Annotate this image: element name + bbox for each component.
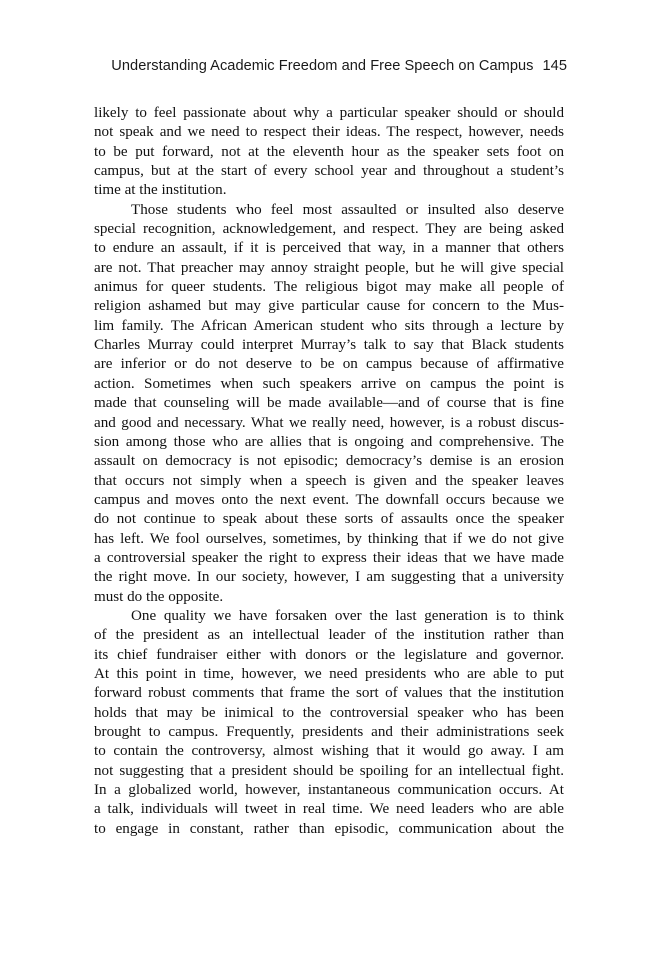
text-line: are not. That preacher may annoy straight people, but he will give special: [94, 259, 564, 276]
text-line: likely to feel passionate about why a particular speaker should or should: [94, 105, 564, 121]
text-line: not speak and we need to respect their ideas. The respect, however, needs: [94, 124, 564, 141]
running-head: [0, 58, 567, 74]
text-line: to engage in constant, rather than episodic, communication about the: [94, 820, 564, 837]
text-line: not suggesting that a president should be spoiling for an intellectual fight.: [94, 762, 564, 779]
text-line: must do the opposite.: [94, 588, 224, 605]
text-line: a controversial speaker the right to express their ideas that we have made: [94, 549, 564, 566]
text-line: Charles Murray could interpret Murray’s talk to say that Black students: [94, 337, 564, 354]
text-line: Those students who feel most assaulted or insulted also deserve: [131, 201, 564, 218]
text-line: the right move. In our society, however, I am suggesting that a university: [94, 569, 564, 586]
text-line: are inferior or do not deserve to be on campus because of affirmative: [94, 356, 564, 373]
paragraph: [94, 201, 564, 607]
text-line: that occurs not simply when a speech is given and the speaker leaves: [94, 472, 564, 489]
text-line: assault on democracy is not episodic; democracy’s demise is an erosion: [94, 453, 564, 470]
body-text: [94, 104, 564, 839]
text-line: to endure an assault, if it is perceived that way, in a manner that others: [94, 240, 564, 257]
text-line: time at the institution.: [94, 182, 227, 199]
paragraph: [94, 104, 564, 201]
text-line: lim family. The African American student who sits through a lecture by: [94, 317, 564, 334]
text-line: brought to campus. Frequently, presidents and their administrations seek: [94, 724, 564, 740]
page-number: 145: [542, 58, 567, 74]
text-line: holds that may be inimical to the controversial speaker who has been: [94, 704, 564, 721]
text-line: sion among those who are allies that is ongoing and comprehensive. The: [94, 433, 564, 450]
text-line: special recognition, acknowledgement, and respect. They are being asked: [94, 221, 564, 238]
text-line: to contain the controversy, almost wishing that it would go away. I am: [94, 743, 564, 760]
text-line: has left. We fool ourselves, sometimes, by thinking that if we do not give: [94, 530, 564, 547]
text-line: made that counseling will be made available—and of course that is fine: [94, 395, 564, 412]
text-line: At this point in time, however, we need presidents who are able to put: [94, 665, 564, 682]
text-line: of the president as an intellectual leader of the institution rather than: [94, 627, 564, 644]
text-line: action. Sometimes when such speakers arrive on campus the point is: [94, 375, 564, 392]
text-line: and good and necessary. What we really need, however, is a robust discus-: [94, 414, 564, 431]
text-line: its chief fundraiser either with donors or the legislature and governor.: [94, 646, 564, 663]
text-line: religion ashamed but may give particular cause for concern to the Mus-: [94, 298, 564, 315]
text-line: In a globalized world, however, instantaneous communication occurs. At: [94, 782, 564, 799]
paragraph: [94, 607, 564, 839]
running-head-title: Understanding Academic Freedom and Free Speech on Campus: [111, 58, 534, 74]
text-line: One quality we have forsaken over the last generation is to think: [131, 607, 564, 624]
text-line: campus and moves onto the next event. The downfall occurs because we: [94, 491, 564, 508]
text-line: animus for queer students. The religious bigot may make all people of: [94, 279, 564, 296]
text-line: campus, but at the start of every school year and throughout a student’s: [94, 163, 564, 180]
text-line: a talk, individuals will tweet in real time. We need leaders who are able: [94, 801, 564, 818]
text-line: forward robust comments that frame the sort of values that the institution: [94, 685, 564, 702]
text-line: to be put forward, not at the eleventh hour as the speaker sets foot on: [94, 143, 564, 160]
text-line: do not continue to speak about these sorts of assaults once the speaker: [94, 511, 564, 528]
